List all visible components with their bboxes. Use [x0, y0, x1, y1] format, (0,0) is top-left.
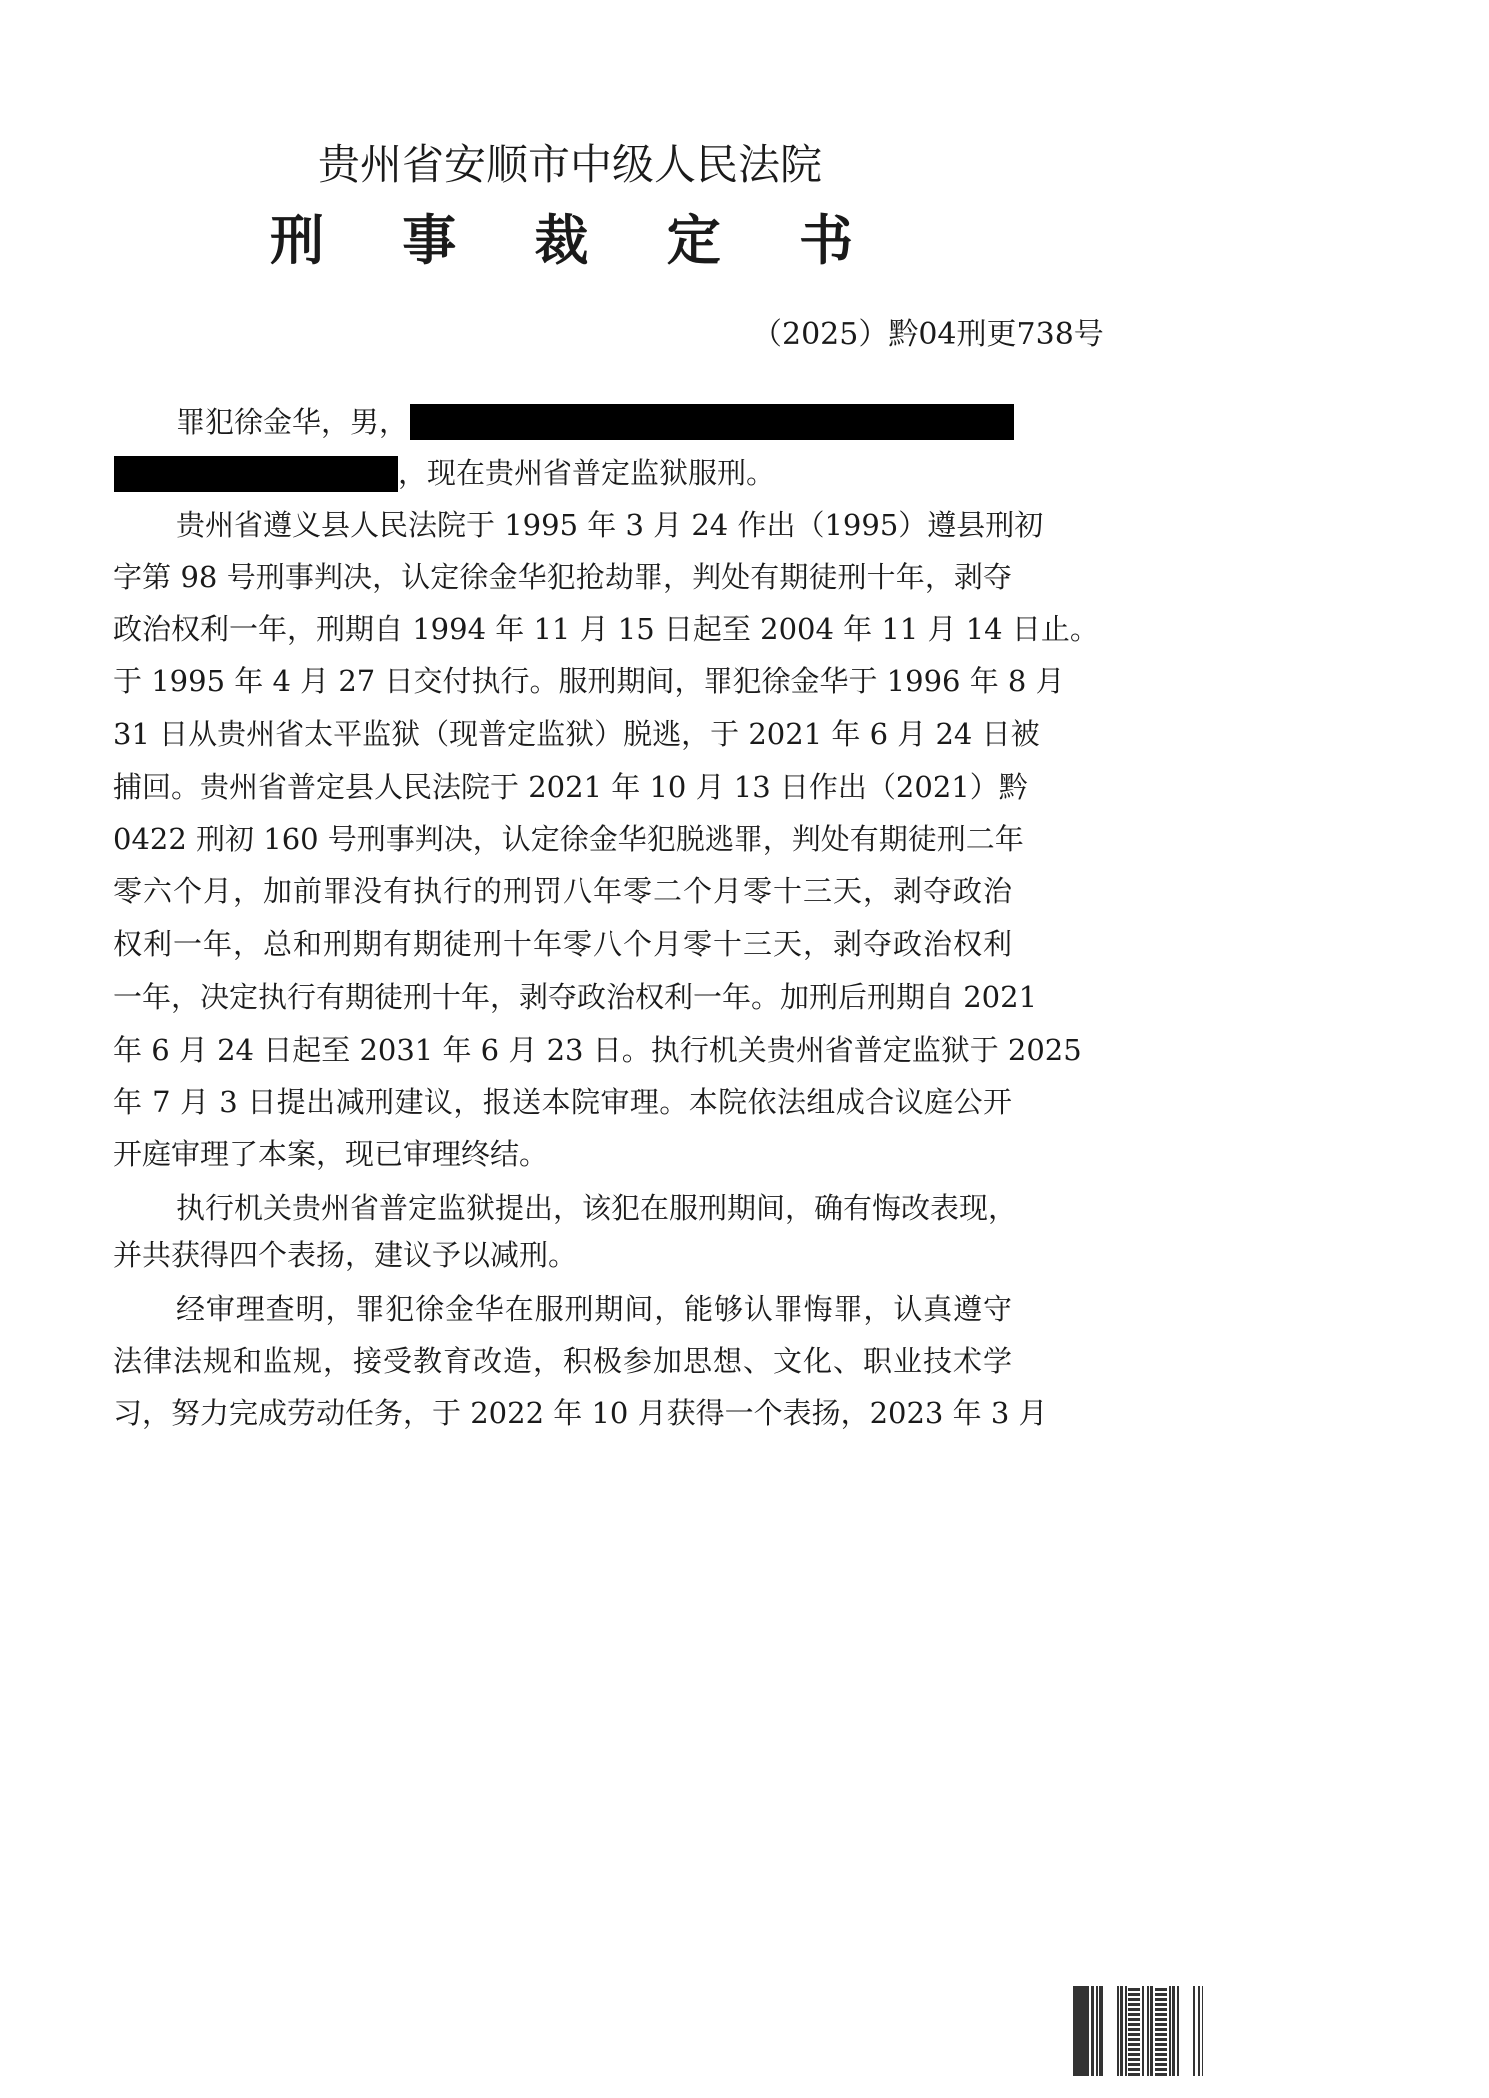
body-line: 于 1995 年 4 月 27 日交付执行。服刑期间，罪犯徐金华于 1996 年 8 月 — [113, 664, 1065, 698]
barcode-icon — [1073, 1986, 1278, 2076]
body-line: 捕回。贵州省普定县人民法院于 2021 年 10 月 13 日作出（2021）黔 — [113, 770, 1028, 804]
body-line: 贵州省遵义县人民法院于 1995 年 3 月 24 作出（1995）遵县刑初 — [176, 508, 1044, 542]
body-line: 0422 刑初 160 号刑事判决，认定徐金华犯脱逃罪，判处有期徒刑二年 — [113, 822, 1024, 856]
redaction-block — [114, 456, 398, 492]
body-line: 法律法规和监规，接受教育改造，积极参加思想、文化、职业技术学 — [113, 1344, 1012, 1378]
body-line: 31 日从贵州省太平监狱（现普定监狱）脱逃，于 2021 年 6 月 24 日被 — [113, 717, 1040, 751]
redaction-block — [410, 404, 1014, 440]
body-line: 执行机关贵州省普定监狱提出，该犯在服刑期间，确有悔改表现， — [176, 1191, 1018, 1225]
barcode-bar — [1103, 1986, 1117, 2076]
document-title: 刑事裁定书 — [270, 208, 855, 272]
body-line: 习，努力完成劳动任务，于 2022 年 10 月获得一个表扬，2023 年 3 月 — [113, 1396, 1048, 1430]
body-line: 政治权利一年，刑期自 1994 年 11 月 15 日起至 2004 年 11 月 14 日止。 — [113, 612, 1099, 646]
body-line: 一年，决定执行有期徒刑十年，剥夺政治权利一年。加刑后刑期自 2021 — [113, 980, 1038, 1014]
barcode-bar — [1128, 1986, 1140, 2076]
body-line: ，现在贵州省普定监狱服刑。 — [398, 456, 776, 490]
body-line: 权利一年，总和刑期有期徒刑十年零八个月零十三天，剥夺政治权利 — [113, 927, 1012, 961]
body-line: 开庭审理了本案，现已审理终结。 — [113, 1137, 549, 1171]
body-line: 年 6 月 24 日起至 2031 年 6 月 23 日。执行机关贵州省普定监狱于 2025 — [113, 1033, 1082, 1067]
case-number: （2025）黔04刑更738号 — [752, 317, 1104, 352]
body-line: 经审理查明，罪犯徐金华在服刑期间，能够认罪悔罪，认真遵守 — [176, 1292, 1012, 1326]
barcode-bar — [1155, 1986, 1167, 2076]
barcode-bar — [1073, 1986, 1089, 2076]
body-line: 零六个月，加前罪没有执行的刑罚八年零二个月零十三天，剥夺政治 — [113, 874, 1012, 908]
barcode-bar — [1203, 1986, 1205, 2076]
barcode-bar — [1179, 1986, 1193, 2076]
court-name: 贵州省安顺市中级人民法院 — [318, 140, 823, 189]
body-line: 罪犯徐金华，男， — [176, 405, 409, 439]
body-line: 字第 98 号刑事判决，认定徐金华犯抢劫罪，判处有期徒刑十年，剥夺 — [113, 560, 1012, 594]
body-line: 并共获得四个表扬，建议予以减刑。 — [113, 1238, 578, 1272]
body-line: 年 7 月 3 日提出减刑建议，报送本院审理。本院依法组成合议庭公开 — [113, 1085, 1012, 1119]
